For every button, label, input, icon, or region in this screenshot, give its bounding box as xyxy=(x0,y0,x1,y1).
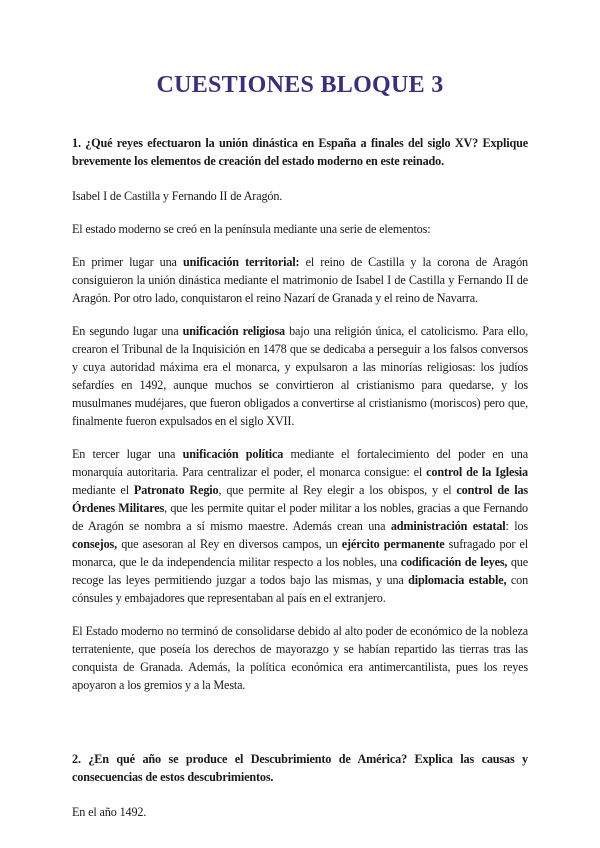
term-diplomacia: diplomacia estable, xyxy=(408,573,507,587)
term-patronato: Patronato Regio xyxy=(133,483,219,497)
document-body xyxy=(72,134,528,821)
term-politica: unificación política xyxy=(182,447,284,461)
term-codificacion: codificación de leyes, xyxy=(400,555,508,569)
answer-kings: Isabel I de Castilla y Fernando II de Aragón. xyxy=(72,189,283,203)
paragraph-consolidacion: El Estado moderno no terminó de consolidarse debido al alto poder de económico de la nobleza terrateniente, que poseía los derechos de mayorazgo y se habían repartido las tierras tras las conquista de Granada. Además, la política económica era antimercantilista, pues los reyes apoyaron a los gremios y a la Mesta. xyxy=(72,624,528,692)
question-1: 1. ¿Qué reyes efectuaron la unión dinástica en España a finales del siglo XV? Explique brevemente los elementos de creación del estado moderno en este reinado. xyxy=(72,136,528,168)
paragraph-territorial: En primer lugar una unificación territorial: el reino de Castilla y la corona de Aragón consiguieron la unión dinástica mediante el matrimonio de Isabel I de Castilla y Fernando II de Aragón. Por otro lado, conquistaron el reino Nazarí de Granada y el reino de Navarra. xyxy=(72,255,528,305)
term-religiosa: unificación religiosa xyxy=(182,324,285,338)
answer-year: En el año 1492. xyxy=(72,805,147,819)
term-consejos: consejos, xyxy=(72,537,118,551)
question-2: 2. ¿En qué año se produce el Descubrimiento de América? Explica las causas y consecuencias de estos descubrimientos. xyxy=(72,752,528,784)
page-title: CUESTIONES BLOQUE 3 xyxy=(156,72,444,98)
term-administracion: administración estatal xyxy=(390,519,506,533)
paragraph-politica: En tercer lugar una unificación política mediante el fortalecimiento del poder en una monarquía autoritaria. Para centralizar el poder, el monarca consigue: el control de la Iglesia mediante el Patronato Regio, que permite al Rey elegir a los obispos, y el control de las Órdenes Militares, que les permite quitar el poder militar a los nobles, gracias a que Fernando de Aragón se nombra a sí mismo maestre. Además crean una administración estatal: los consejos, que asesoran al Rey en diversos campos, un ejército permanente sufragado por el monarca, que le da independencia militar respecto a los nobles, una codificación de leyes, que recoge las leyes permitiendo juzgar a todos bajo las mismas, y una diplomacia estable, con cónsules y embajadores que representaban al país en el extranjero. xyxy=(72,447,529,605)
term-ejercito: ejército permanente xyxy=(341,537,445,551)
term-ordenes: control de las Órdenes Militares xyxy=(72,483,528,515)
term-territorial: unificación territorial: xyxy=(183,255,300,269)
term-control-iglesia: control de la Iglesia xyxy=(426,465,528,479)
paragraph-religiosa: En segundo lugar una unificación religiosa bajo una religión única, el catolicismo. Para ello, crearon el Tribunal de la Inquisición en 1478 que se dedicaba a perseguir a los falsos conversos y cuya autoridad máxima era el monarca, y expulsaron a las minorías religiosas: los judíos sefardíes en 1492, aunque muchos se convirtieron al cristianismo para quedarse, y los musulmanes mudéjares, que fueron obligados a convertirse al cristianismo (moriscos) pero que, finalmente fueron expulsados en el siglo XVII. xyxy=(72,324,528,428)
answer-intro: El estado moderno se creó en la península mediante una serie de elementos: xyxy=(72,222,431,236)
